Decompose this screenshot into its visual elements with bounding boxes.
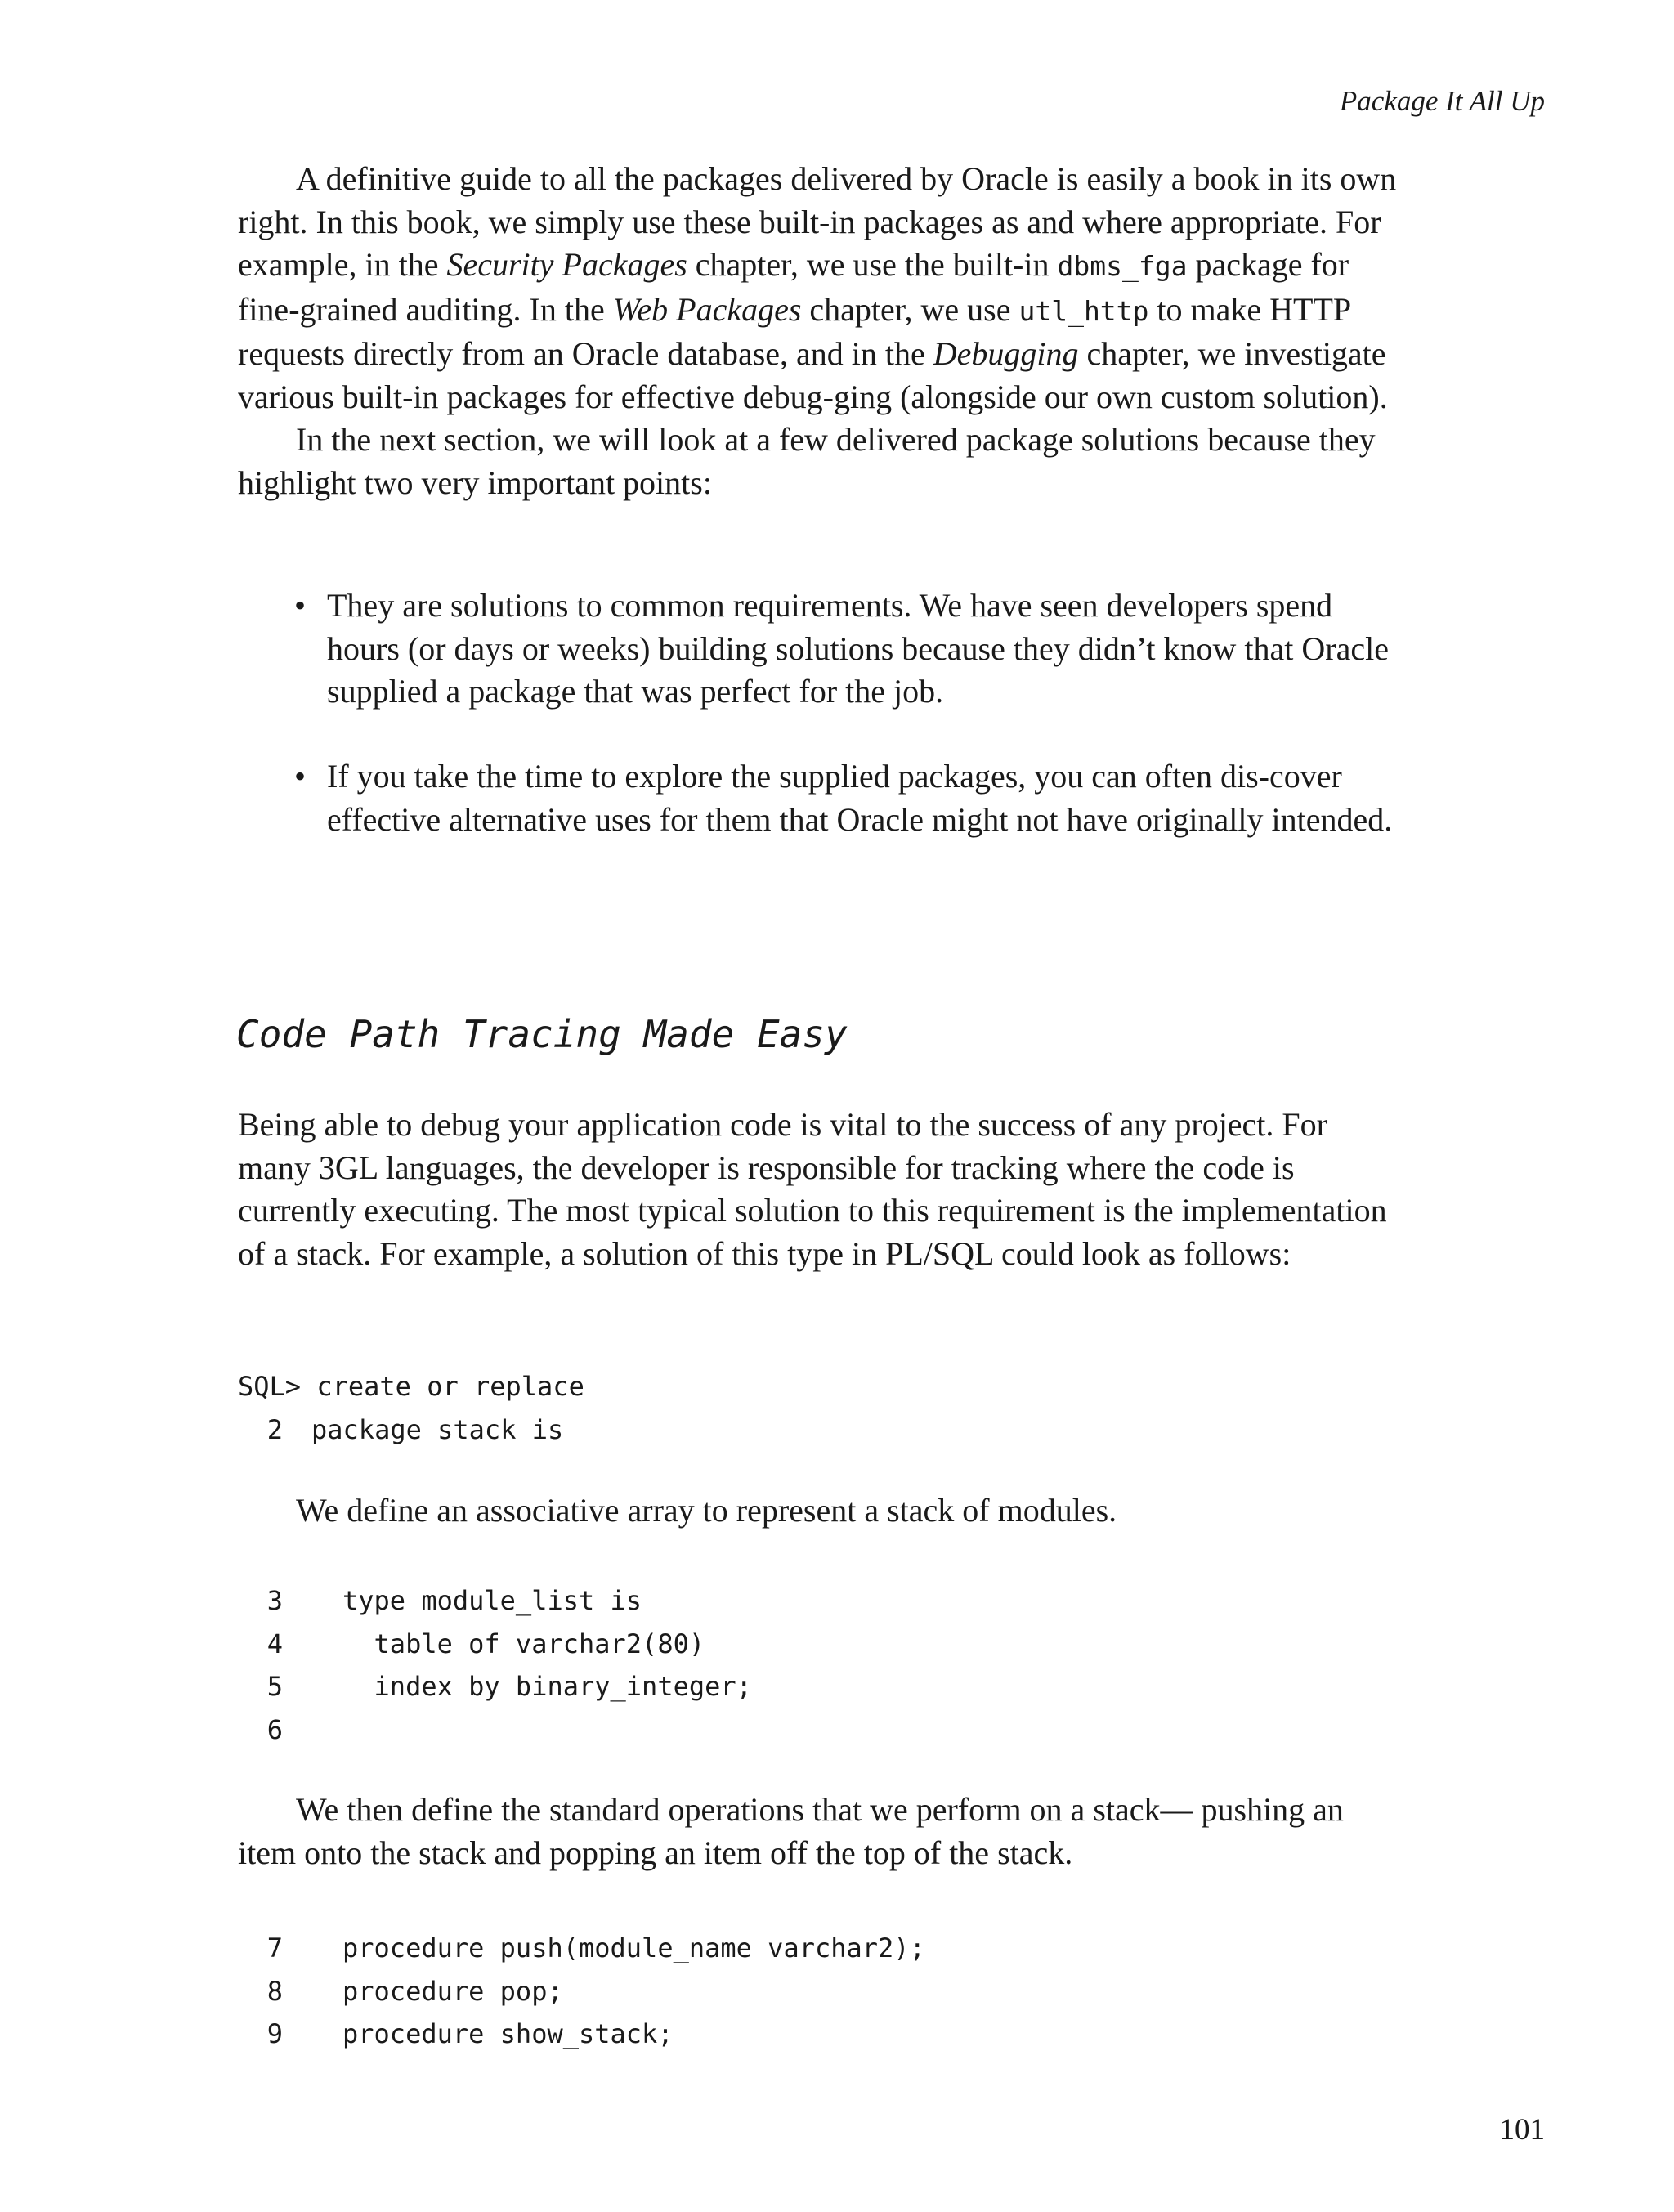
explanation-1 — [238, 1489, 1399, 1533]
chapter-reference: Web Packages — [612, 290, 802, 328]
text-run: to make HTTP requests directly from an Oracle database, and in the — [238, 290, 1350, 372]
explanation-paragraph: We define an associative array to represent a stack of modules. — [296, 1492, 1117, 1529]
intro-paragraph-1 — [238, 158, 1399, 419]
explanation-2 — [238, 1789, 1399, 1874]
line-number: 6 — [266, 1713, 283, 1745]
chapter-reference: Security Packages — [446, 246, 687, 283]
code-text: type module_list is — [342, 1585, 642, 1616]
code-block-3 — [238, 1927, 925, 2056]
bullet-icon: • — [294, 758, 307, 795]
line-number: 2 — [266, 1413, 283, 1445]
explanation-paragraph: We then define the standard operations that we perform on a stack— pushing an item onto the stack and popping an item off the top of the stack. — [238, 1791, 1344, 1871]
line-number: 8 — [266, 1975, 283, 2007]
code-line — [238, 1579, 642, 1623]
section-body — [238, 1104, 1399, 1275]
code-text: procedure pop; — [342, 1975, 563, 2007]
bullet-list — [294, 584, 1398, 714]
line-number: 7 — [266, 1932, 283, 1963]
code-line — [238, 1665, 752, 1708]
line-number: 9 — [266, 2018, 283, 2049]
text-run: chapter, we use the built-in — [687, 246, 1058, 283]
page-number: 101 — [1499, 2113, 1545, 2147]
package-name: utl_http — [1018, 294, 1149, 327]
code-block-2 — [238, 1579, 752, 1751]
code-line — [238, 1365, 584, 1408]
intro-paragraph-2: In the next section, we will look at a few delivered package solutions because they highlight two very important points: — [238, 421, 1376, 501]
code-line — [238, 1927, 925, 1970]
section-heading: Code Path Tracing Made Easy — [236, 1012, 848, 1056]
list-item-text: They are solutions to common requirements. We have seen developers spend hours (or days or weeks) building solutions because they didn’t know that Oracle supplied a package that was perfect for the job. — [327, 587, 1389, 710]
line-number: 5 — [266, 1671, 283, 1702]
code-line — [238, 1708, 283, 1752]
list-item-text: If you take the time to explore the supplied packages, you can often dis-cover effective alternative uses for them that Oracle might not have originally intended. — [327, 758, 1393, 838]
code-block-1 — [238, 1365, 584, 1451]
code-text: package stack is — [311, 1413, 564, 1445]
code-text: procedure push(module_name varchar2); — [342, 1932, 925, 1963]
code-line — [238, 1623, 705, 1666]
bullet-list — [294, 755, 1398, 841]
running-header: Package It All Up — [1339, 85, 1545, 117]
bullet-icon: • — [294, 587, 307, 624]
text-run: chapter, we investigate various built-in packages for effective debug-ging (alongside our own custom solution). — [238, 335, 1388, 415]
code-line — [238, 1970, 563, 2013]
code-prompt-line: SQL> create or replace — [238, 1371, 584, 1402]
list-item — [294, 755, 1398, 841]
line-number: 4 — [266, 1628, 283, 1659]
code-text: procedure show_stack; — [342, 2018, 674, 2049]
intro-section — [238, 158, 1399, 504]
code-line — [238, 2013, 674, 2056]
section-paragraph: Being able to debug your application code is vital to the success of any project. For many 3GL languages, the developer is responsible for tracking where the code is currently executing. The most typical solution to this requirement is the implementation of a stack. For example, a solution of this type in PL/SQL could look as follows: — [238, 1106, 1387, 1272]
list-item — [294, 584, 1398, 714]
code-text: index by binary_integer; — [342, 1671, 752, 1702]
code-text: table of varchar2(80) — [342, 1628, 705, 1659]
text-run: package for fine-grained auditing. In the — [238, 246, 1349, 328]
chapter-reference: Debugging — [933, 335, 1079, 372]
text-run: chapter, we use — [801, 290, 1019, 328]
line-number: 3 — [266, 1585, 283, 1616]
text-run: A definitive guide to all the packages delivered by Oracle is easily a book in its own right. In this book, we simply use these built-in packages as and where appropriate. For example, in the — [238, 160, 1397, 283]
code-line — [238, 1408, 584, 1452]
package-name: dbms_fga — [1057, 250, 1188, 282]
